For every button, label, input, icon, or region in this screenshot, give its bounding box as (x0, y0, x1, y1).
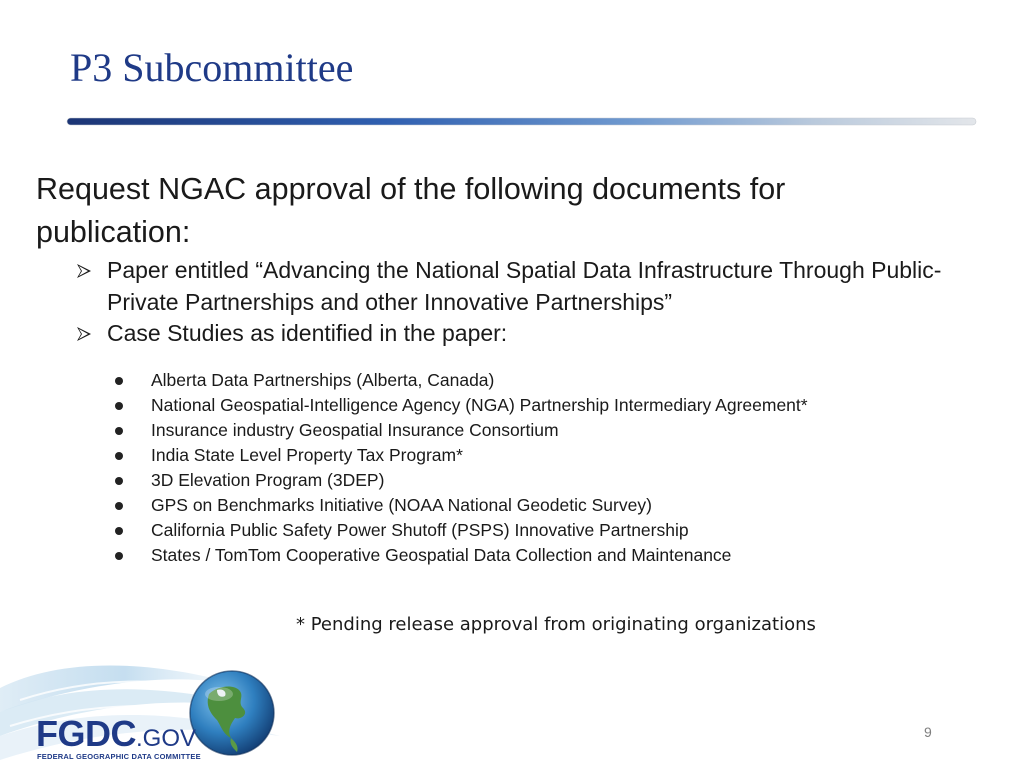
dot-icon (115, 377, 123, 385)
fgdc-logo (36, 713, 197, 754)
dot-icon (115, 552, 123, 560)
slide-title: P3 Subcommittee (70, 45, 354, 90)
footnote: * Pending release approval from originating organizations (296, 614, 816, 635)
list-item (76, 318, 976, 350)
list-item (113, 543, 973, 568)
list-item (113, 393, 973, 418)
case-study-text: California Public Safety Power Shutoff (PSPS) Innovative Partnership (151, 520, 689, 540)
list-item (113, 368, 973, 393)
arrowhead-icon (76, 263, 92, 279)
case-study-text: Insurance industry Geospatial Insurance Consortium (151, 420, 559, 440)
dot-icon (115, 502, 123, 510)
case-study-text: States / TomTom Cooperative Geospatial Data Collection and Maintenance (151, 545, 732, 565)
list-item (113, 443, 973, 468)
document-case-studies-text: Case Studies as identified in the paper: (107, 320, 508, 346)
case-studies-list (113, 368, 973, 568)
case-study-text: Alberta Data Partnerships (Alberta, Canada) (151, 370, 495, 390)
dot-icon (115, 402, 123, 410)
case-study-text: 3D Elevation Program (3DEP) (151, 470, 385, 490)
list-item (113, 518, 973, 543)
case-study-text: India State Level Property Tax Program* (151, 445, 463, 465)
list-item (113, 418, 973, 443)
dot-icon (115, 452, 123, 460)
list-item (76, 255, 976, 318)
arrowhead-icon (76, 326, 92, 342)
page-number: 9 (924, 724, 932, 740)
intro-text: Request NGAC approval of the following documents for publication: (36, 172, 786, 249)
globe-icon (187, 668, 277, 758)
case-study-text: GPS on Benchmarks Initiative (NOAA National Geodetic Survey) (151, 495, 652, 515)
documents-list (76, 255, 976, 350)
document-paper-text: Paper entitled “Advancing the National Spatial Data Infrastructure Through Public-Private Partnerships and other Innovative Partnerships” (107, 257, 942, 315)
title-underline-bar (66, 117, 978, 127)
logo-main-text: FGDC (36, 713, 136, 754)
logo-suffix-text: .GOV (136, 725, 197, 752)
list-item (113, 493, 973, 518)
dot-icon (115, 427, 123, 435)
case-study-text: National Geospatial-Intelligence Agency (NGA) Partnership Intermediary Agreement* (151, 395, 808, 415)
list-item (113, 468, 973, 493)
logo-subtitle: FEDERAL GEOGRAPHIC DATA COMMITTEE (37, 752, 201, 761)
dot-icon (115, 527, 123, 535)
dot-icon (115, 477, 123, 485)
